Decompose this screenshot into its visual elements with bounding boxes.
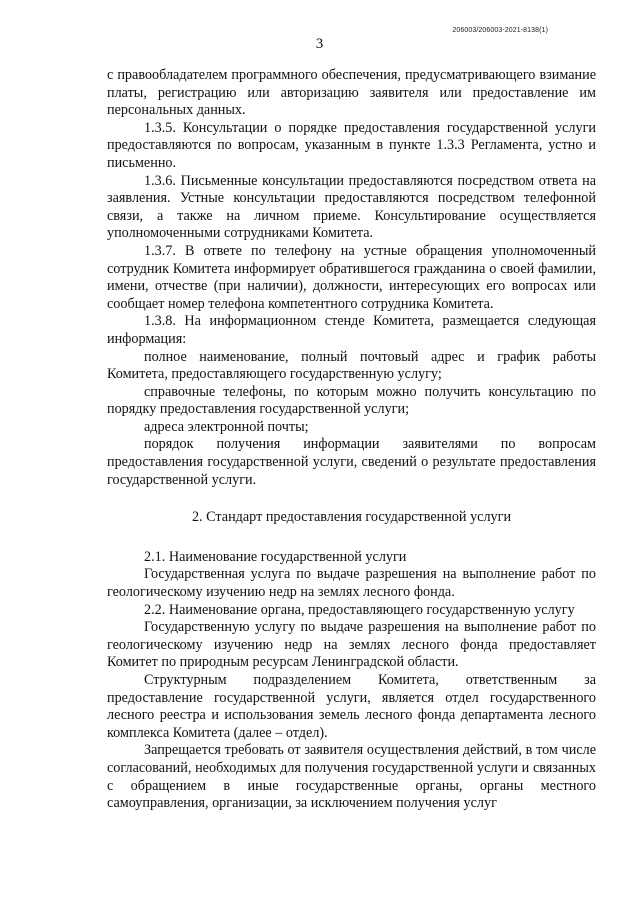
paragraph-continuation: с правообладателем программного обеспечения, предусматривающего взимание платы, регистрацию или авторизацию заявителя или предоставление им персональных данных. [107, 67, 596, 119]
paragraph-1-3-6: 1.3.6. Письменные консультации предоставляются посредством ответа на заявления. Устные консультации предоставляются посредством телефонной связи, а также на личном приеме. Консультирование осуществляется уполномоченными сотрудниками Комитета. [107, 172, 596, 242]
list-item-full-name: полное наименование, полный почтовый адрес и график работы Комитета, предоставляющего государственную услугу; [107, 348, 596, 383]
document-body [107, 67, 596, 813]
paragraph-2-2: 2.2. Наименование органа, предоставляющего государственную услугу [144, 601, 575, 618]
list-item-email: адреса электронной почты; [144, 418, 309, 435]
paragraph-provider: Государственную услугу по выдаче разрешения на выполнение работ по геологическому изучению недр на землях лесного фонда предоставляет Комитет по природным ресурсам Ленинградской области. [107, 619, 596, 671]
paragraph-1-3-7: 1.3.7. В ответе по телефону на устные обращения уполномоченный сотрудник Комитета информирует обратившегося гражданина о своей фамилии, имени, отчестве (при наличии), должности, интересующих его вопросах или сообщает номер телефона компетентного сотрудника Комитета. [107, 242, 596, 312]
section-heading: 2. Стандарт предоставления государственной услуги [191, 509, 512, 526]
list-item-info-procedure: порядок получения информации заявителями по вопросам предоставления государственной услуги, сведений о результате предоставления государственной услуги. [107, 436, 596, 488]
paragraph-2-1: 2.1. Наименование государственной услуги [144, 548, 407, 565]
paragraph-1-3-8: 1.3.8. На информационном стенде Комитета, размещается следующая информация: [107, 313, 596, 347]
paragraph-prohibition: Запрещается требовать от заявителя осуществления действий, в том числе согласований, необходимых для получения государственной услуги и связанных с обращением в иные государственные органы, органы местного самоуправления, организации, за исключением получения услуг [107, 742, 596, 812]
document-id: 206003/206003-2021-8138(1) [452, 27, 548, 34]
paragraph-service-name: Государственная услуга по выдаче разрешения на выполнение работ по геологическому изучению недр на землях лесного фонда. [107, 566, 596, 601]
paragraph-1-3-5: 1.3.5. Консультации о порядке предоставления государственной услуги предоставляются по вопросам, указанным в пункте 1.3.3 Регламента, устно и письменно. [107, 119, 596, 171]
list-item-phones: справочные телефоны, по которым можно получить консультацию по порядку предоставления государственной услуги; [107, 383, 596, 418]
paragraph-department: Структурным подразделением Комитета, ответственным за предоставление государственной услуги, является отдел государственного лесного реестра и использования земель лесного фонда департамента лесного комплекса Комитета (далее – отдел). [107, 672, 596, 741]
page-number: 3 [315, 36, 324, 52]
